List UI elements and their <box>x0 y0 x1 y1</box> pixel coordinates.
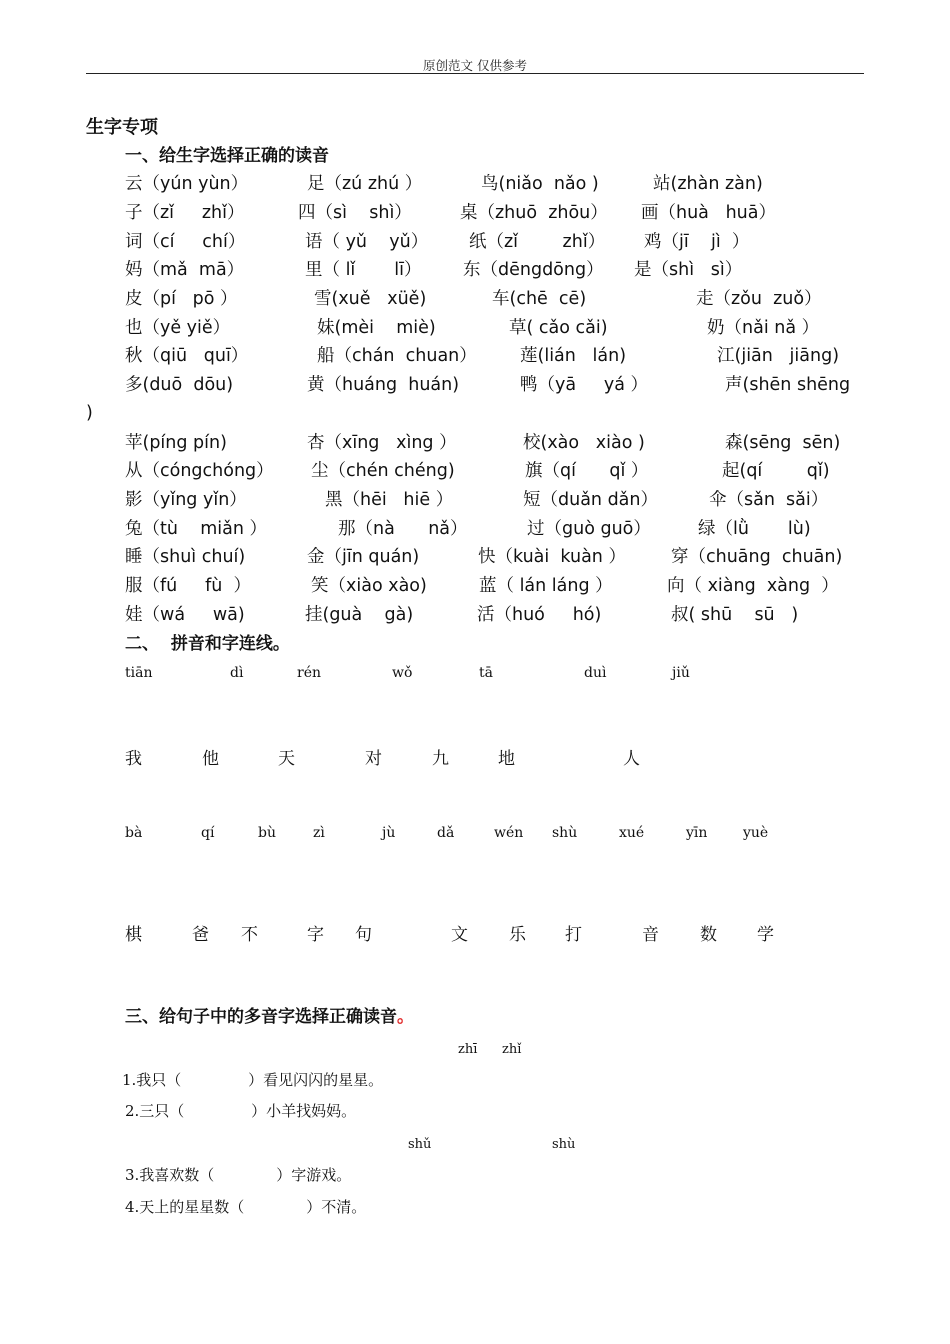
reading-item-r3-c2: 语（ yǔ yǔ） <box>305 232 429 252</box>
char-a-6: 地 <box>498 749 515 769</box>
char-a-4: 对 <box>365 749 382 769</box>
reading-item-r13-c2: 金（jīn quán) <box>307 547 420 567</box>
reading-item-r13-c3: 快（kuài kuàn ） <box>478 547 626 567</box>
reading-item-r12-c1: 兔（tù miǎn ） <box>125 519 267 539</box>
reading-item-r4-c3: 东（dēngdōng） <box>463 260 604 280</box>
reading-item-r9-c3: 校(xào xiào ) <box>523 433 645 453</box>
char-b-2: 爸 <box>192 925 209 945</box>
pinyin-b-7: wén <box>494 825 524 841</box>
reading-item-r9-c1: 苹(píng pín) <box>125 433 227 453</box>
question-1: 1.我只（ ）看见闪闪的星星。 <box>122 1071 384 1089</box>
reading-item-r14-c2: 笑（xiào xào) <box>311 576 427 596</box>
pinyin-a-4: wǒ <box>392 665 413 681</box>
page-title: 生字专项 <box>86 117 158 138</box>
reading-item-r9-c4: 森(sēng sēn) <box>725 433 841 453</box>
option-zhi-1: zhī <box>458 1042 478 1057</box>
reading-item-r8-c4: 声(shēn shēng <box>725 375 851 395</box>
reading-item-r7-c3: 莲(lián lán) <box>520 346 627 366</box>
pinyin-a-1: tiān <box>125 665 153 681</box>
reading-item-r1-c1: 云（yún yùn） <box>125 174 249 194</box>
reading-item-r8-c2: 黄（huáng huán) <box>307 375 460 395</box>
char-b-5: 句 <box>355 925 372 945</box>
pinyin-b-5: jù <box>382 825 396 841</box>
reading-item-r3-c1: 词（cí chí） <box>125 232 246 252</box>
reading-item-r11-c2: 黑（hēi hiē ） <box>325 490 454 510</box>
char-b-11: 学 <box>757 925 774 945</box>
pinyin-b-9: xué <box>619 825 645 841</box>
reading-item-r2-c3: 桌（zhuō zhōu） <box>460 203 608 223</box>
reading-item-r4-c4: 是（shì sì） <box>634 260 743 280</box>
reading-item-r7-c2: 船（chán chuan） <box>317 346 477 366</box>
char-a-3: 天 <box>278 749 295 769</box>
pinyin-a-2: dì <box>230 665 244 681</box>
reading-item-r6-c2: 妹(mèi miè) <box>317 318 436 338</box>
reading-item-r4-c1: 妈（mǎ mā） <box>125 260 245 280</box>
option-shu-2: shù <box>552 1137 576 1152</box>
reading-item-r14-c1: 服（fú fù ） <box>125 576 251 596</box>
reading-item-r11-c1: 影（yǐng yǐn） <box>125 490 247 510</box>
option-shu-1: shǔ <box>408 1137 432 1152</box>
reading-item-r12-c4: 绿（lǜ lù) <box>698 519 811 539</box>
char-a-1: 我 <box>125 749 142 769</box>
reading-item-r15-c3: 活（huó hó) <box>477 605 602 625</box>
reading-item-r12-c3: 过（guò guō） <box>527 519 651 539</box>
reading-item-r8-c1: 多(duō dōu) <box>125 375 234 395</box>
char-a-5: 九 <box>432 749 449 769</box>
section3-heading-text: 三、给句子中的多音字选择正确读音 <box>125 1007 397 1027</box>
section2-heading: 二、 拼音和字连线。 <box>125 634 290 654</box>
reading-item-r5-c3: 车(chē cē) <box>492 289 587 309</box>
char-b-4: 字 <box>307 925 324 945</box>
pinyin-b-3: bù <box>258 825 276 841</box>
reading-item-r11-c4: 伞（sǎn sǎi） <box>709 490 829 510</box>
reading-item-r10-c3: 旗（qí qǐ ） <box>525 461 649 481</box>
pinyin-a-3: rén <box>297 665 321 681</box>
pinyin-b-4: zì <box>313 825 325 841</box>
char-b-1: 棋 <box>125 925 142 945</box>
reading-item-r4-c2: 里（ lǐ lī） <box>305 260 422 280</box>
reading-item-r5-c4: 走（zǒu zuǒ） <box>696 289 822 309</box>
pinyin-a-5: tā <box>479 665 493 681</box>
reading-item-r10-c2: 尘（chén chéng) <box>311 461 455 481</box>
pinyin-b-2: qí <box>201 825 215 841</box>
wrapped-paren: ) <box>86 403 93 423</box>
reading-item-r13-c4: 穿（chuāng chuān) <box>671 547 843 567</box>
section1-heading: 一、给生字选择正确的读音 <box>125 146 329 166</box>
pinyin-b-8: shù <box>552 825 578 841</box>
char-b-8: 打 <box>565 925 582 945</box>
reading-item-r7-c4: 江(jiān jiāng) <box>717 346 840 366</box>
reading-item-r8-c3: 鸭（yā yá ） <box>520 375 649 395</box>
reading-item-r7-c1: 秋（qiū quī） <box>125 346 249 366</box>
section3-heading <box>125 1009 414 1026</box>
pinyin-b-11: yuè <box>743 825 769 841</box>
reading-item-r10-c4: 起(qí qǐ) <box>722 461 830 481</box>
reading-item-r13-c1: 睡（shuì chuí) <box>125 547 246 567</box>
char-a-7: 人 <box>623 749 640 769</box>
char-b-3: 不 <box>241 925 258 945</box>
reading-item-r3-c3: 纸（zǐ zhǐ） <box>469 232 606 252</box>
page-header: 原创范文 仅供参考 <box>423 58 527 73</box>
reading-item-r6-c3: 草( cǎo cǎi) <box>509 318 608 338</box>
section3-heading-mark: 。 <box>397 1007 414 1027</box>
reading-item-r15-c1: 娃（wá wā) <box>125 605 245 625</box>
reading-item-r3-c4: 鸡（jī jì ） <box>644 232 750 252</box>
header-rule <box>86 73 864 74</box>
char-b-7: 乐 <box>509 925 526 945</box>
reading-item-r10-c1: 从（cóngchóng） <box>125 461 274 481</box>
reading-item-r12-c2: 那（nà nǎ） <box>338 519 468 539</box>
reading-item-r1-c4: 站(zhàn zàn) <box>653 174 763 194</box>
reading-item-r2-c2: 四（sì shì） <box>298 203 412 223</box>
reading-item-r9-c2: 杏（xīng xìng ） <box>307 433 457 453</box>
reading-item-r2-c4: 画（huà huā） <box>641 203 777 223</box>
pinyin-a-6: duì <box>584 665 607 681</box>
char-b-9: 音 <box>642 925 659 945</box>
char-b-6: 文 <box>451 925 468 945</box>
pinyin-b-6: dǎ <box>437 825 455 841</box>
reading-item-r2-c1: 子（zǐ zhǐ） <box>125 203 245 223</box>
reading-item-r14-c3: 蓝（ lán láng ） <box>479 576 613 596</box>
pinyin-a-7: jiǔ <box>672 665 690 681</box>
reading-item-r5-c1: 皮（pí pō ） <box>125 289 238 309</box>
question-3: 3.我喜欢数（ ）字游戏。 <box>125 1166 352 1184</box>
pinyin-b-10: yīn <box>686 825 708 841</box>
reading-item-r6-c1: 也（yě yiě） <box>125 318 231 338</box>
reading-item-r15-c2: 挂(guà gà) <box>305 605 414 625</box>
char-a-2: 他 <box>202 749 219 769</box>
reading-item-r1-c3: 鸟(niǎo nǎo ) <box>481 174 599 194</box>
option-zhi-2: zhǐ <box>502 1042 522 1057</box>
reading-item-r6-c4: 奶（nǎi nǎ ） <box>707 318 820 338</box>
reading-item-r1-c2: 足（zú zhú ） <box>307 174 423 194</box>
question-4: 4.天上的星星数（ ）不清。 <box>125 1198 367 1216</box>
reading-item-r11-c3: 短（duǎn dǎn） <box>523 490 659 510</box>
pinyin-b-1: bà <box>125 825 143 841</box>
char-b-10: 数 <box>700 925 717 945</box>
reading-item-r14-c4: 向（ xiàng xàng ） <box>667 576 839 596</box>
reading-item-r15-c4: 叔( shū sū ) <box>671 605 799 625</box>
question-2: 2.三只（ ）小羊找妈妈。 <box>125 1102 357 1120</box>
reading-item-r5-c2: 雪(xuě xüě) <box>314 289 427 309</box>
